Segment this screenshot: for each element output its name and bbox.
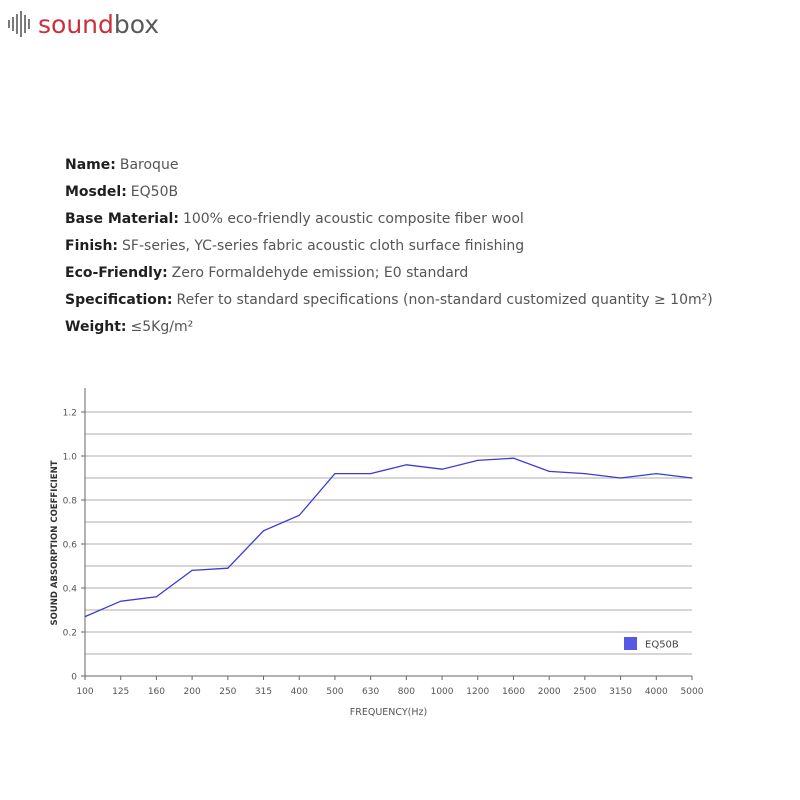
data-point [406,464,407,465]
x-axis-label: FREQUENCY(Hz) [349,707,428,718]
x-tick-label: 125 [112,687,130,697]
spec-label: Eco-Friendly: [65,265,168,281]
x-tick-label: 3150 [609,687,633,697]
spec-value: EQ50B [130,184,179,200]
x-tick-label: 2000 [537,687,561,697]
spec-weight [65,314,713,341]
y-tick-label: 1.2 [62,408,77,419]
x-tick-label: 800 [397,687,415,697]
x-tick-label: 4000 [644,687,668,697]
brand-name-part1: sound [38,9,114,39]
x-tick-label: 1200 [466,687,490,697]
data-point [84,616,85,617]
data-point [691,477,692,478]
spec-value: SF-series, YC-series fabric acoustic cloth surface finishing [122,238,525,254]
x-tick-label: 315 [254,687,273,697]
y-tick-label: 0.6 [62,540,77,551]
spec-finish [65,233,713,260]
y-tick-label: 0 [71,672,77,683]
spec-base-material [65,206,713,233]
y-tick-label: 0.4 [62,584,77,595]
sound-wave-icon [8,11,30,37]
y-tick-label: 0.2 [62,628,77,639]
spec-value: Zero Formaldehyde emission; E0 standard [171,265,469,281]
x-tick-label: 250 [219,687,237,697]
chart-svg [0,380,800,740]
spec-label: Mosdel: [65,184,127,200]
x-tick-label: 1000 [430,687,454,697]
x-tick-label: 1600 [502,687,525,697]
data-point [549,471,550,472]
data-point [656,473,657,474]
data-point [477,460,478,461]
y-axis-label: SOUND ABSORPTION COEFFICIENT [50,460,60,626]
legend-swatch [624,637,637,650]
data-point [620,477,621,478]
data-point [441,469,442,470]
absorption-chart [0,380,800,740]
x-tick-label: 200 [183,687,201,697]
spec-value: Refer to standard specifications (non-standard customized quantity ≥ 10m²) [176,292,713,308]
x-tick-label: 160 [147,687,166,697]
data-point [263,530,264,531]
spec-model [65,179,713,206]
data-point [192,570,193,571]
brand-logo [8,8,159,40]
spec-label: Finish: [65,238,119,254]
x-tick-label: 400 [290,687,308,697]
x-tick-label: 500 [326,687,344,697]
spec-label: Name: [65,157,116,173]
x-tick-label: 630 [362,687,380,697]
spec-label: Base Material: [65,211,179,227]
data-point [334,473,335,474]
data-point [227,568,228,569]
spec-label: Weight: [65,319,127,335]
data-point [120,601,121,602]
data-point [156,596,157,597]
legend-label: EQ50B [645,639,679,651]
product-specs [65,152,713,341]
data-point [584,473,585,474]
spec-label: Specification: [65,292,173,308]
spec-value: Baroque [119,157,179,173]
spec-specification [65,287,713,314]
y-tick-label: 0.8 [62,496,77,507]
data-point [299,515,300,516]
x-tick-label: 100 [76,687,94,697]
y-tick-label: 1.0 [62,452,77,463]
x-tick-label: 2500 [573,687,597,697]
spec-value: ≤5Kg/m² [130,319,194,335]
spec-name [65,152,713,179]
brand-name-part2: box [113,9,160,39]
spec-value: 100% eco-friendly acoustic composite fiber wool [182,211,524,227]
brand-name [38,9,160,39]
x-tick-label: 5000 [680,687,704,697]
data-point [370,473,371,474]
data-point [513,458,514,459]
spec-eco-friendly [65,260,713,287]
series-line [85,458,692,616]
